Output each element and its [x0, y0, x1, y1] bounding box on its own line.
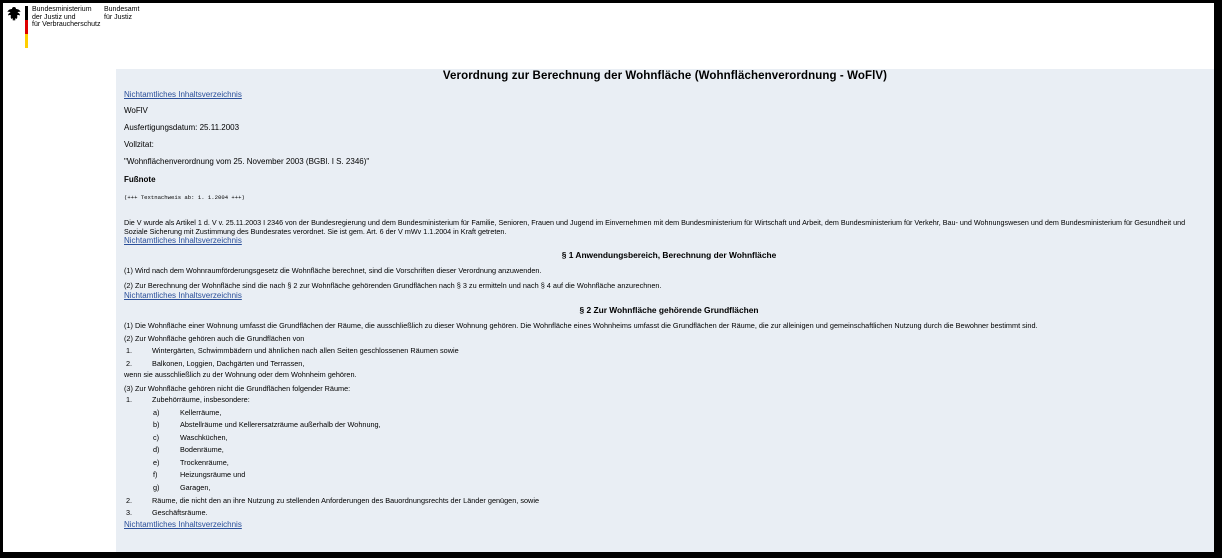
sub-list-item-text: Kellerräume,	[180, 407, 222, 417]
list-item-number: 1.	[126, 395, 133, 404]
federal-eagle-icon	[7, 6, 21, 22]
sub-list-item-text: Heizungsräume und	[180, 470, 246, 480]
ministry-line: der Justiz und	[32, 13, 76, 21]
abbreviation: WoFlV	[124, 106, 148, 115]
list-item-text: Geschäftsräume.	[152, 508, 208, 518]
toc-link[interactable]: Nichtamtliches Inhaltsverzeichnis	[124, 90, 242, 99]
toc-link[interactable]: Nichtamtliches Inhaltsverzeichnis	[124, 291, 242, 300]
vollzitat-text: "Wohnflächenverordnung vom 25. November 2003 (BGBl. I S. 2346)"	[124, 157, 370, 166]
sub-list-item-letter: b)	[153, 420, 160, 430]
list-item-text: Räume, die nicht den an ihre Nutzung zu stellenden Anforderungen des Bauordnungsrechts der Länder genügen, sowie	[152, 495, 539, 505]
section-1-title: § 1 Anwendungsbereich, Berechnung der Wohnfläche	[561, 250, 777, 260]
sub-list-item-text: Waschküchen,	[180, 432, 228, 442]
sub-list-item-letter: d)	[153, 445, 160, 455]
section-2-para-1: (1) Die Wohnfläche einer Wohnung umfasst die Grundflächen der Räume, die ausschließlich zu dieser Wohnung gehören. Die Wohnfläche eines Wohnheims umfasst die Grundflächen der Räume, die zur alleinigen und gemeinschaftlichen Nutzung durch die Bewohner bestimmt sind.	[124, 321, 1038, 330]
list-item-text: Balkonen, Loggien, Dachgärten und Terrassen,	[152, 358, 305, 368]
sub-list-item	[124, 482, 1214, 495]
footnote-text: (+++ Textnachweis ab: 1. 1.2004 +++)	[124, 194, 245, 201]
section-2-para-3-intro: (3) Zur Wohnfläche gehören nicht die Grundflächen folgender Räume:	[124, 384, 351, 393]
list-item	[124, 345, 1214, 358]
section-2-para-2-outro: wenn sie ausschließlich zu der Wohnung oder dem Wohnheim gehören.	[124, 370, 357, 379]
footnote-heading: Fußnote	[124, 175, 156, 184]
list-item	[124, 394, 1214, 407]
document-content	[116, 69, 1214, 552]
list-item	[124, 507, 1214, 520]
sub-list-item-letter: g)	[153, 483, 160, 493]
flag-red	[25, 20, 28, 34]
sub-list-item-letter: f)	[153, 470, 158, 480]
office-logo-text	[104, 6, 139, 21]
footnote-paragraph: Die V wurde als Artikel 1 d. V v. 25.11.2003 I 2346 von der Bundesregierung und dem Bundesministerium für Familie, Senioren, Frauen und Jugend im Einvernehmen mit dem Bundesministerium für Wirtschaft und Arbeit, dem Bundesministerium für Verkehr, Bau- und Wohnungswesen und dem Bundesministerium für Gesundheit und Soziale Sicherung mit Zustimmung des Bundesrates verordnet. Sie ist gem. Art. 6 der V mWv 1.1.2004 in Kraft getreten.	[124, 218, 1186, 236]
sub-list-item-text: Garagen,	[180, 483, 211, 493]
sub-list-item	[124, 457, 1214, 470]
sub-list-item	[124, 407, 1214, 420]
sub-list-item	[124, 469, 1214, 482]
office-line: für Justiz	[104, 13, 133, 21]
flag-gold	[25, 34, 28, 48]
ministry-line: Bundesministerium	[32, 6, 92, 13]
list-item-text: Wintergärten, Schwimmbädern und ähnlichen nach allen Seiten geschlossenen Räumen sowie	[152, 346, 459, 355]
date-line: Ausfertigungsdatum: 25.11.2003	[124, 123, 240, 132]
document-title: Verordnung zur Berechnung der Wohnfläche (Wohnflächenverordnung - WoFlV)	[442, 70, 888, 82]
office-line: Bundesamt	[104, 6, 140, 13]
list-item	[124, 358, 1214, 371]
toc-link[interactable]: Nichtamtliches Inhaltsverzeichnis	[124, 519, 242, 529]
german-flag-bar	[25, 6, 28, 48]
sub-list-item-letter: e)	[153, 457, 160, 467]
vollzitat-label: Vollzitat:	[124, 140, 154, 149]
list-item-text: Zubehörräume, insbesondere:	[152, 395, 250, 404]
sub-list-item	[124, 444, 1214, 457]
section-2-title: § 2 Zur Wohnfläche gehörende Grundflächen	[579, 305, 759, 315]
sub-list-item-text: Trockenräume,	[180, 457, 229, 467]
sub-list-item-text: Bodenräume,	[180, 445, 224, 455]
section-1-para-2: (2) Zur Berechnung der Wohnfläche sind die nach § 2 zur Wohnfläche gehörenden Grundflächen nach § 3 zu ermitteln und nach § 4 auf die Wohnfläche anzurechnen.	[124, 281, 662, 290]
sub-list-item	[124, 432, 1214, 445]
list-item-number: 3.	[126, 508, 133, 518]
sub-list-item-text: Abstellräume und Kellerersatzräume außerhalb der Wohnung,	[180, 420, 381, 430]
list-item	[124, 495, 1214, 508]
sub-list-item	[124, 419, 1214, 432]
ministry-line: für Verbraucherschutz	[32, 21, 101, 28]
ministry-logo-text	[32, 6, 100, 29]
list-item-number: 1.	[126, 346, 133, 355]
list-item-number: 2.	[126, 495, 133, 505]
page-frame	[3, 3, 1214, 552]
sub-list-item-letter: c)	[153, 432, 160, 442]
list-item-number: 2.	[126, 358, 133, 368]
toc-link[interactable]: Nichtamtliches Inhaltsverzeichnis	[124, 236, 242, 245]
header	[3, 3, 1214, 69]
section-1-para-1: (1) Wird nach dem Wohnraumförderungsgesetz die Wohnfläche berechnet, sind die Vorschriften dieser Verordnung anzuwenden.	[124, 266, 542, 275]
flag-black	[25, 6, 28, 20]
sub-list-item-letter: a)	[153, 407, 160, 417]
section-2-para-2-intro: (2) Zur Wohnfläche gehören auch die Grundflächen von	[124, 334, 305, 343]
